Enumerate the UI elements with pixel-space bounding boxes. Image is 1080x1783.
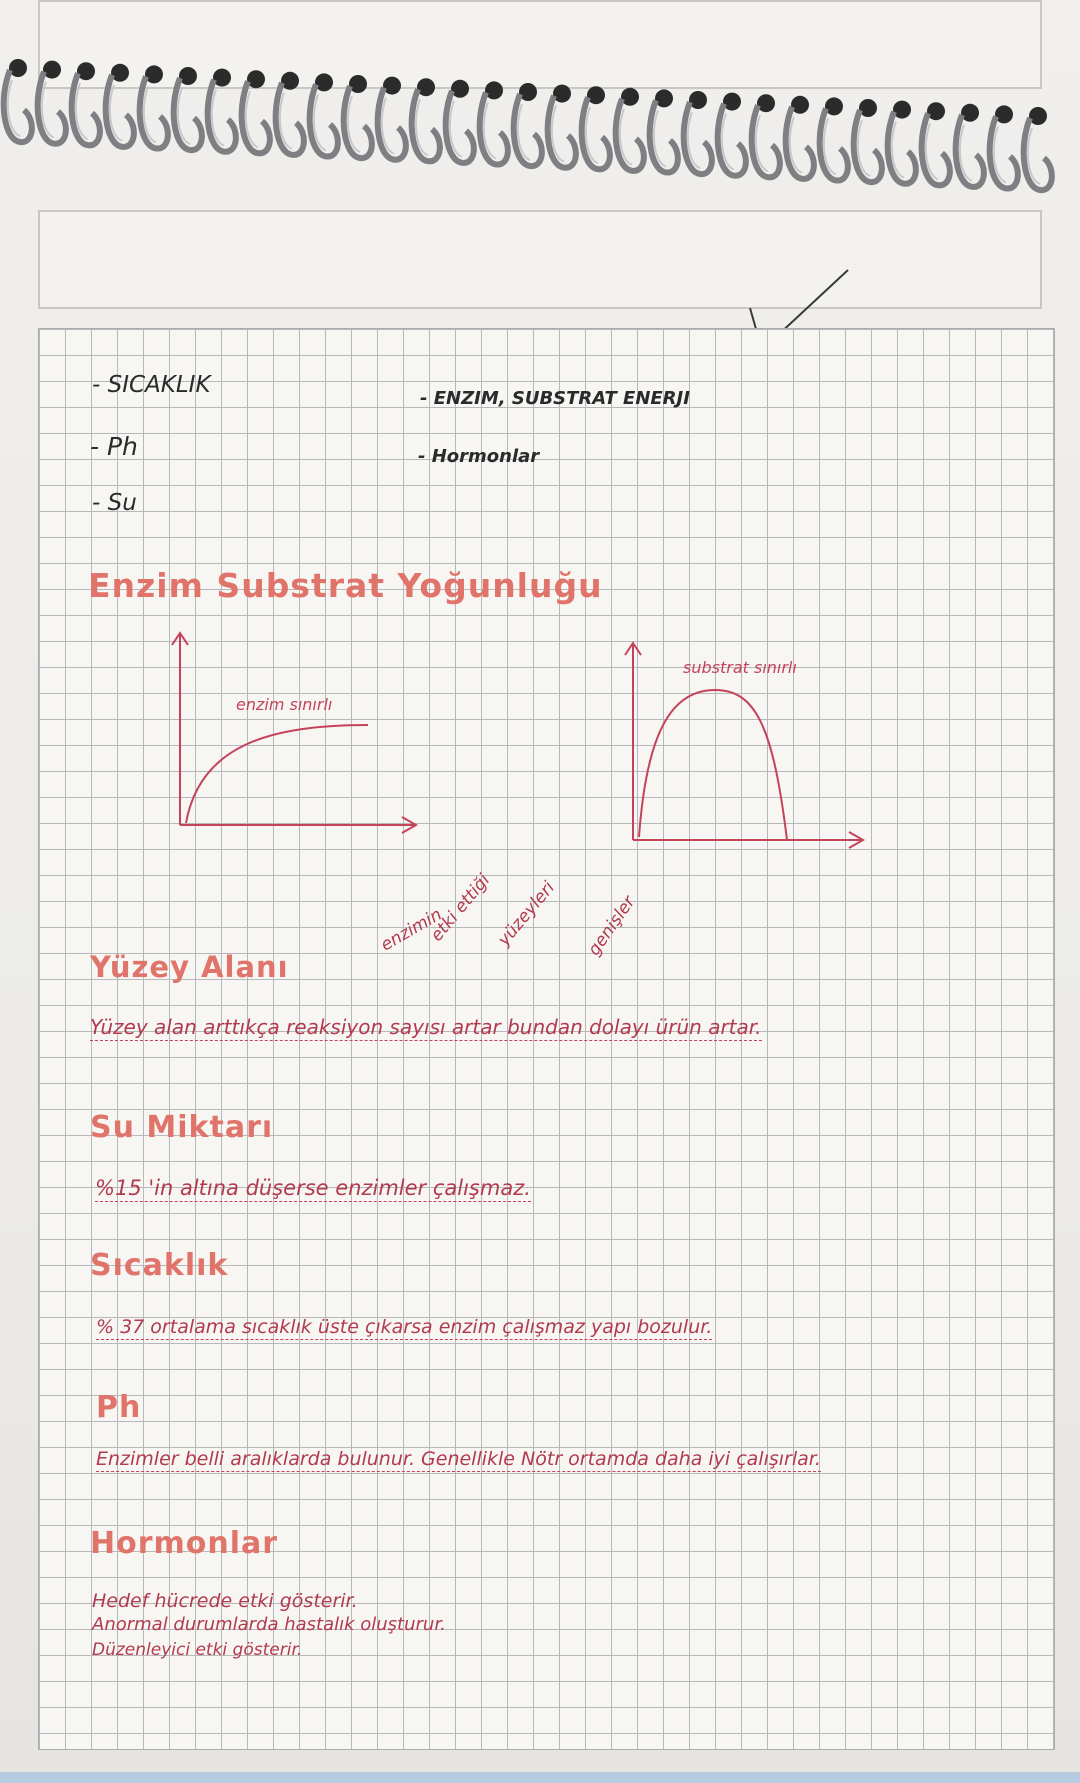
spiral-hole	[383, 77, 401, 95]
chart2-series-label: substrat sınırlı	[683, 658, 797, 677]
chart-enzim-sinirli	[150, 625, 430, 850]
spiral-hole	[213, 69, 231, 87]
spiral-hole	[961, 104, 979, 122]
spiral-hole	[315, 73, 333, 91]
side-note-1: enzimin	[377, 904, 446, 956]
spiral-hole	[417, 78, 435, 96]
spiral-hole	[9, 59, 27, 77]
spiral-hole	[859, 99, 877, 117]
spiral-hole	[281, 72, 299, 90]
chart1-curve	[186, 725, 368, 823]
spiral-hole	[723, 93, 741, 111]
spiral-hole	[485, 81, 503, 99]
spiral-hole	[349, 75, 367, 93]
su-miktari-text: %15 'in altına düşerse enzimler çalışmaz.	[95, 1176, 531, 1200]
sicaklik-text: % 37 ortalama sıcaklık üste çıkarsa enzim çalışmaz yapı bozulur.	[96, 1316, 713, 1338]
side-note-4: genişler	[584, 892, 640, 960]
hormonlar-line-1: Hedef hücrede etki gösterir.	[92, 1590, 358, 1612]
spiral-hole	[77, 62, 95, 80]
ph-text: Enzimler belli aralıklarda bulunur. Genellikle Nötr ortamda daha iyi çalışırlar.	[96, 1448, 821, 1470]
spiral-hole	[621, 88, 639, 106]
spiral-binding	[0, 40, 1080, 240]
section-title-hormonlar: Hormonlar	[90, 1526, 279, 1561]
factor-ph: - Ph	[90, 432, 138, 461]
side-note-2: etki ettiği	[426, 870, 495, 946]
spiral-hole	[451, 80, 469, 98]
side-note-3: yüzeyleri	[494, 878, 560, 950]
chart1-series-label: enzim sınırlı	[236, 695, 333, 714]
spiral-hole	[43, 61, 61, 79]
spiral-hole	[757, 94, 775, 112]
spiral-hole	[145, 65, 163, 83]
section-title-sicaklik: Sıcaklık	[90, 1248, 229, 1283]
section-title-yuzey-alani: Yüzey Alanı	[90, 950, 289, 984]
hormonlar-line-2: Anormal durumlarda hastalık oluşturur.	[92, 1614, 446, 1635]
section-title-ph: Ph	[96, 1390, 142, 1425]
spiral-hole	[689, 91, 707, 109]
spiral-hole	[247, 70, 265, 88]
spiral-hole	[655, 89, 673, 107]
spiral-hole	[995, 105, 1013, 123]
factor-sicaklik: - SICAKLIK	[92, 372, 211, 398]
spiral-hole	[893, 101, 911, 119]
spiral-hole	[791, 96, 809, 114]
bottom-edge-strip	[0, 1772, 1080, 1783]
spiral-hole	[1029, 107, 1047, 125]
factor-su: - Su	[92, 490, 137, 516]
chart-substrat-sinirli	[615, 635, 875, 860]
spiral-hole	[587, 86, 605, 104]
section-title-su-miktari: Su Miktarı	[90, 1110, 274, 1145]
factor-enzim-substrat: - ENZIM, SUBSTRAT ENERJI	[420, 388, 690, 409]
yuzey-alani-text: Yüzey alan arttıkça reaksiyon sayısı artar bundan dolayı ürün artar.	[90, 1015, 762, 1039]
section-title-enzim-substrat: Enzim Substrat Yoğunluğu	[88, 566, 603, 605]
spiral-hole	[179, 67, 197, 85]
spiral-hole	[111, 64, 129, 82]
spiral-hole	[519, 83, 537, 101]
spiral-hole	[825, 97, 843, 115]
chart2-curve	[639, 690, 787, 840]
spiral-hole	[927, 102, 945, 120]
hormonlar-line-3: Düzenleyici etki gösterir.	[92, 1640, 303, 1660]
spiral-hole	[553, 85, 571, 103]
factor-hormonlar: - Hormonlar	[418, 446, 540, 467]
